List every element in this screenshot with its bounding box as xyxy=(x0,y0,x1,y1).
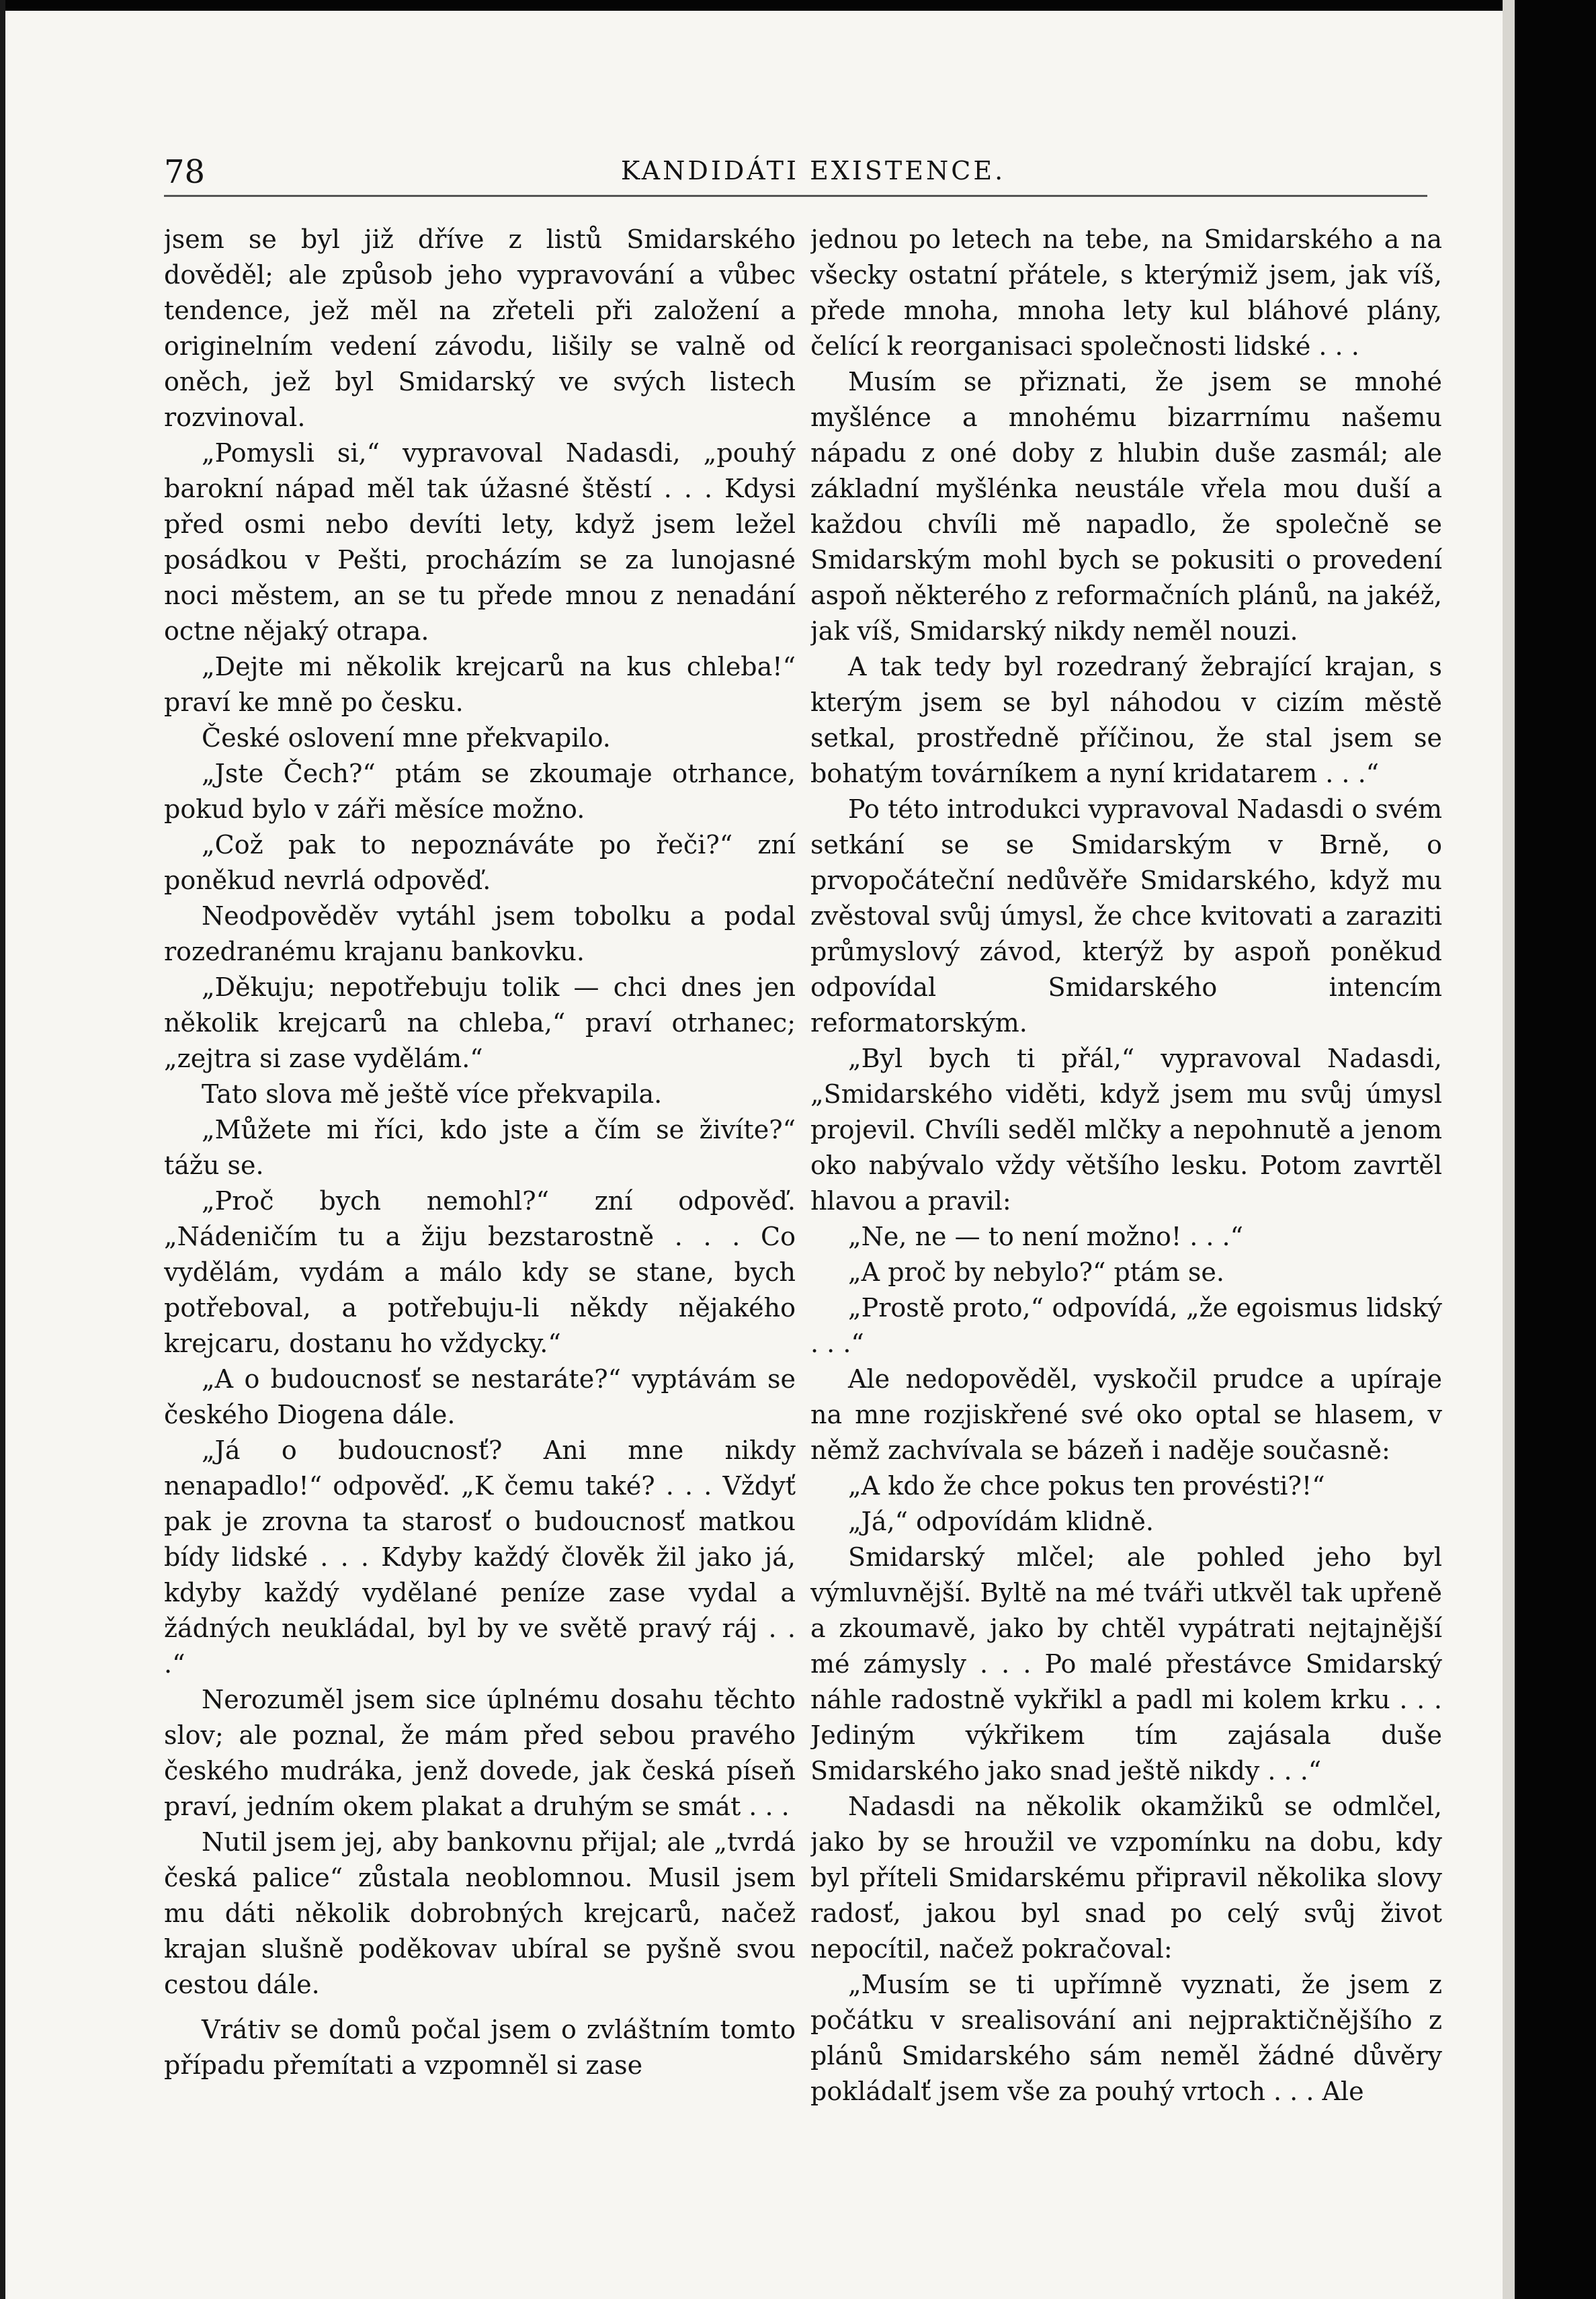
paragraph: „Jste Čech?“ ptám se zkoumaje otrhance, pokud bylo v záři měsíce možno. xyxy=(164,759,796,824)
paragraph: Musím se přiznati, že jsem se mnohé myšlénce a mnohému bizarrnímu našemu nápadu z oné doby z hlubin duše zasmál; ale základní myšlénka neustále vřela mou duší a každou chvíli mě napadlo, že společně se Smidarským mohl bych se pokusiti o provedení aspoň některého z reformačních plánů, na jakéž, jak víš, Smidarský nikdy neměl nouzi. xyxy=(810,367,1442,646)
paragraph: Ale nedopověděl, vyskočil prudce a upíraje na mne rozjiskřené své oko optal se hlasem, v němž zachvívala se bázeň i naděje současně: xyxy=(810,1364,1442,1465)
paragraph: „Dejte mi několik krejcarů na kus chleba!“ praví ke mně po česku. xyxy=(164,652,796,717)
paragraph: A tak tedy byl rozedraný žebrající krajan, s kterým jsem se byl náhodou v cizím městě setkal, prostředně příčinou, že stal jsem se bohatým továrníkem a nyní kridatarem . . .“ xyxy=(810,652,1442,788)
paragraph: České oslovení mne překvapilo. xyxy=(202,723,611,753)
paragraph: „Já,“ odpovídám klidně. xyxy=(848,1507,1154,1536)
paragraph: „A kdo že chce pokus ten provésti?!“ xyxy=(848,1471,1325,1501)
paragraph: Nadasdi na několik okamžiků se odmlčel, jako by se hroužil ve vzpomínku na dobu, kdy byl příteli Smidarskému připravil několika slovy radosť, jakou byl snad po celý svůj život nepocítil, načež pokračoval: xyxy=(810,1792,1442,1964)
paragraph: Smidarský mlčel; ale pohled jeho byl výmluvnější. Byltě na mé tváři utkvěl tak upřeně a zkoumavě, jako by chtěl vypátrati nejtajnější mé zámysly . . . Po malé přestávce Smidarský náhle radostně vykřikl a padl mi kolem krku . . . Jediným výkřikem tím zajásala duše Smidarského jako snad ještě nikdy . . .“ xyxy=(810,1542,1442,1786)
paragraph: „Musím se ti upřímně vyznati, že jsem z počátku v srealisování ani nejpraktičnějšího z plánů Smidarského sám neměl žádné důvěry pokládalť jsem vše za pouhý vrtoch . . . Ale xyxy=(810,1970,1442,2106)
scan-border-left xyxy=(0,0,5,2299)
scan-border-right xyxy=(1515,0,1596,2299)
paragraph: Po této introdukci vypravoval Nadasdi o svém setkání se se Smidarským v Brně, o prvopočáteční nedůvěře Smidarského, když mu zvěstoval svůj úmysl, že chce kvitovati a zaraziti průmyslový závod, kterýž by aspoň poněkud odpovídal Smidarského intencím reformatorským. xyxy=(810,794,1442,1038)
paragraph: „Pomysli si,“ vypravoval Nadasdi, „pouhý barokní nápad měl tak úžasné štěstí . . . Kdysi před osmi nebo devíti lety, když jsem ležel posádkou v Pešti, procházím se za lunojasné noci městem, an se tu přede mnou z nenadání octne nějaký otrapa. xyxy=(164,438,796,646)
running-title: KANDIDÁTI EXISTENCE. xyxy=(620,156,1006,185)
paragraph: jednou po letech na tebe, na Smidarského a na všecky ostatní přátele, s kterýmiž jsem, jak víš, přede mnoha, mnoha lety kul bláhové plány, čelící k reorganisaci společnosti lidské . . . xyxy=(810,224,1442,361)
paragraph: „Proč bych nemohl?“ zní odpověď. „Nádeničím tu a žiju bezstarostně . . . Co vydělám, vydám a málo kdy se stane, bych potřeboval, a potřebuju-li někdy nějakého krejcaru, dostanu ho vždycky.“ xyxy=(164,1186,796,1358)
paragraph: „A o budoucnosť se nestaráte?“ vyptávám se českého Diogena dále. xyxy=(164,1364,796,1429)
paragraph: „Prostě proto,“ odpovídá, „že egoismus lidský . . .“ xyxy=(810,1293,1442,1358)
page-number: 78 xyxy=(164,153,206,191)
paragraph: „Ne, ne — to není možno! . . .“ xyxy=(848,1222,1244,1251)
paragraph: Tato slova mě ještě více překvapila. xyxy=(202,1079,663,1109)
paragraph: Neodpověděv vytáhl jsem tobolku a podal rozedranému krajanu bankovku. xyxy=(164,901,796,966)
paragraph: „Můžete mi říci, kdo jste a čím se živíte?“ tážu se. xyxy=(164,1115,796,1180)
paragraph: Nerozuměl jsem sice úplnému dosahu těchto slov; ale poznal, že mám před sebou pravého českého mudráka, jenž dovede, jak česká píseň praví, jedním okem plakat a druhým se smát . . . xyxy=(164,1685,796,1821)
left-column xyxy=(164,222,796,2224)
header-rule xyxy=(164,195,1427,197)
paragraph: „Já o budoucnosť? Ani mne nikdy nenapadlo!“ odpověď. „K čemu také? . . . Vždyť pak je zrovna ta starosť o budoucnosť matkou bídy lidské . . . Kdyby každý člověk žil jako já, kdyby každý vydělané peníze zase vydal a žádných neukládal, byl by ve světě pravý ráj . . .“ xyxy=(164,1435,796,1679)
paragraph: Vrátiv se domů počal jsem o zvláštním tomto případu přemítati a vzpomněl si zase xyxy=(164,2015,796,2080)
paragraph: Nutil jsem jej, aby bankovnu přijal; ale „tvrdá česká palice“ zůstala neoblomnou. Musil jsem mu dáti několik dobrobných krejcarů, načež krajan slušně poděkovav ubíral se pyšně svou cestou dále. xyxy=(164,1827,796,1999)
paragraph: „Děkuju; nepotřebuju tolik — chci dnes jen několik krejcarů na chleba,“ praví otrhanec; „zejtra si zase vydělám.“ xyxy=(164,972,796,1073)
scan-border-top xyxy=(0,0,1596,11)
paragraph: „Což pak to nepoznáváte po řeči?“ zní poněkud nevrlá odpověď. xyxy=(164,830,796,895)
scan-page-edge xyxy=(1503,0,1515,2299)
paragraph: „A proč by nebylo?“ ptám se. xyxy=(848,1257,1224,1287)
paragraph: „Byl bych ti přál,“ vypravoval Nadasdi, „Smidarského viděti, když jsem mu svůj úmysl projevil. Chvíli seděl mlčky a nepohnutě a jenom oko nabývalo vždy většího lesku. Potom zavrtěl hlavou a pravil: xyxy=(810,1044,1442,1216)
right-column xyxy=(810,222,1442,2224)
paragraph: jsem se byl již dříve z listů Smidarského dověděl; ale způsob jeho vypravování a vůbec tendence, jež měl na zřeteli při založení a originelním vedení závodu, lišily se valně od oněch, jež byl Smidarský ve svých listech rozvinoval. xyxy=(164,224,796,432)
